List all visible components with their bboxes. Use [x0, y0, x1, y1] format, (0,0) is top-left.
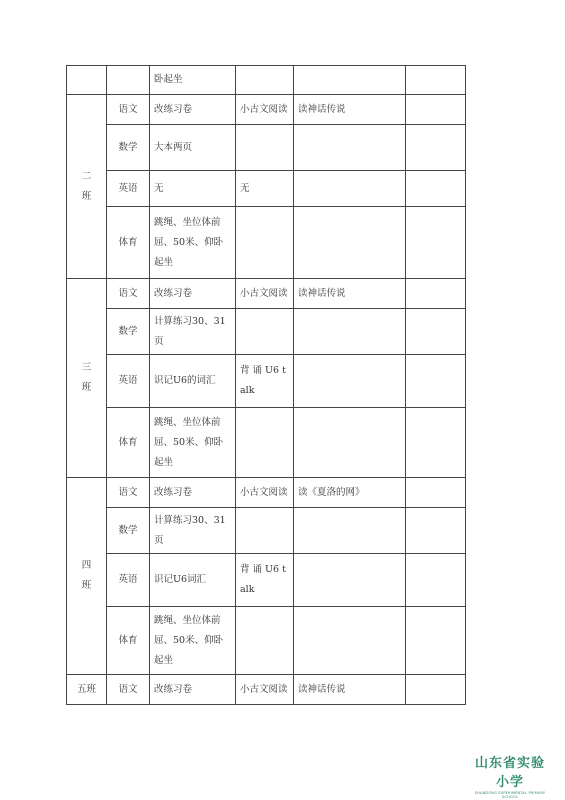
empty-cell: [406, 508, 466, 554]
empty-cell: [406, 66, 466, 95]
extra-cell-1: 背 诵 U6 talk: [236, 355, 294, 408]
logo-chinese-name: 山东省实验小学: [474, 756, 545, 790]
extra-cell-1: [236, 309, 294, 355]
extra-cell-1: [236, 607, 294, 675]
table-row: [67, 309, 466, 355]
subject-cell: 数学: [107, 125, 150, 171]
table-row: [67, 408, 466, 478]
subject-cell: 体育: [107, 408, 150, 478]
school-logo: [474, 752, 546, 799]
extra-cell-1: 背 诵 U6 talk: [236, 554, 294, 607]
empty-cell: [406, 309, 466, 355]
task-cell: 跳绳、坐位体前屈、50米、仰卧起坐: [150, 207, 236, 279]
subject-cell: 英语: [107, 171, 150, 207]
extra-cell-1: [236, 125, 294, 171]
extra-cell-2: 读神话传说: [294, 675, 406, 705]
task-cell: 大本两页: [150, 125, 236, 171]
table-row: [67, 171, 466, 207]
subject-cell: 英语: [107, 554, 150, 607]
empty-cell: [406, 554, 466, 607]
task-cell: 改练习卷: [150, 675, 236, 705]
table-row: [67, 607, 466, 675]
empty-cell: [406, 279, 466, 309]
subject-cell: 英语: [107, 355, 150, 408]
extra-cell-2: [294, 408, 406, 478]
task-cell: 计算练习30、31页: [150, 508, 236, 554]
task-cell: 跳绳、坐位体前屈、50米、仰卧起坐: [150, 607, 236, 675]
subject-cell: 数学: [107, 508, 150, 554]
extra-cell-1: 小古文阅读: [236, 478, 294, 508]
subject-cell: 语文: [107, 478, 150, 508]
class-name-cell: 二 班: [67, 95, 107, 279]
homework-table: [66, 65, 466, 705]
extra-cell-2: [294, 554, 406, 607]
class-name-cell: 四 班: [67, 478, 107, 675]
logo-english-name: SHANDONG EXPERIMENTAL PRIMARY SCHOOL: [474, 791, 546, 799]
extra-cell-1: [236, 508, 294, 554]
task-cell: 识记U6的词汇: [150, 355, 236, 408]
extra-cell: [236, 66, 294, 95]
table-row: [67, 207, 466, 279]
extra-cell-2: [294, 171, 406, 207]
extra-cell: [294, 66, 406, 95]
empty-cell: [406, 408, 466, 478]
task-cell: 识记U6词汇: [150, 554, 236, 607]
extra-cell-2: 读神话传说: [294, 95, 406, 125]
table-row: [67, 554, 466, 607]
extra-cell-2: [294, 207, 406, 279]
extra-cell-1: 小古文阅读: [236, 675, 294, 705]
task-cell: 跳绳、坐位体前屈、50米、仰卧起坐: [150, 408, 236, 478]
empty-cell: [406, 171, 466, 207]
empty-cell: [406, 478, 466, 508]
extra-cell-2: 读《夏洛的网》: [294, 478, 406, 508]
extra-cell-1: [236, 408, 294, 478]
empty-cell: [406, 207, 466, 279]
empty-cell: [406, 125, 466, 171]
task-cell: 改练习卷: [150, 95, 236, 125]
table-row: [67, 279, 466, 309]
extra-cell-2: [294, 309, 406, 355]
empty-cell: [406, 675, 466, 705]
subject-cell: 体育: [107, 207, 150, 279]
class-name-cell: 三 班: [67, 279, 107, 478]
task-cell: 改练习卷: [150, 478, 236, 508]
table-row: [67, 508, 466, 554]
extra-cell-2: [294, 125, 406, 171]
extra-cell-2: [294, 508, 406, 554]
table-row: [67, 95, 466, 125]
subject-cell: 数学: [107, 309, 150, 355]
empty-cell: [406, 607, 466, 675]
subject-cell: 语文: [107, 279, 150, 309]
extra-cell-2: [294, 607, 406, 675]
extra-cell-1: 小古文阅读: [236, 279, 294, 309]
extra-cell-1: [236, 207, 294, 279]
extra-cell-2: [294, 355, 406, 408]
class-name-cell: 五班: [67, 675, 107, 705]
extra-cell-1: 小古文阅读: [236, 95, 294, 125]
task-cell: 卧起坐: [150, 66, 236, 95]
extra-cell-1: 无: [236, 171, 294, 207]
class-cell: [67, 66, 107, 95]
task-cell: 无: [150, 171, 236, 207]
task-cell: 改练习卷: [150, 279, 236, 309]
subject-cell: 语文: [107, 95, 150, 125]
table-row: [67, 675, 466, 705]
empty-cell: [406, 95, 466, 125]
task-cell: 计算练习30、31页: [150, 309, 236, 355]
empty-cell: [406, 355, 466, 408]
table-row: [67, 355, 466, 408]
extra-cell-2: 读神话传说: [294, 279, 406, 309]
table-row: [67, 66, 466, 95]
subject-cell: 体育: [107, 607, 150, 675]
table-row: [67, 125, 466, 171]
subject-cell: [107, 66, 150, 95]
table-row: [67, 478, 466, 508]
subject-cell: 语文: [107, 675, 150, 705]
